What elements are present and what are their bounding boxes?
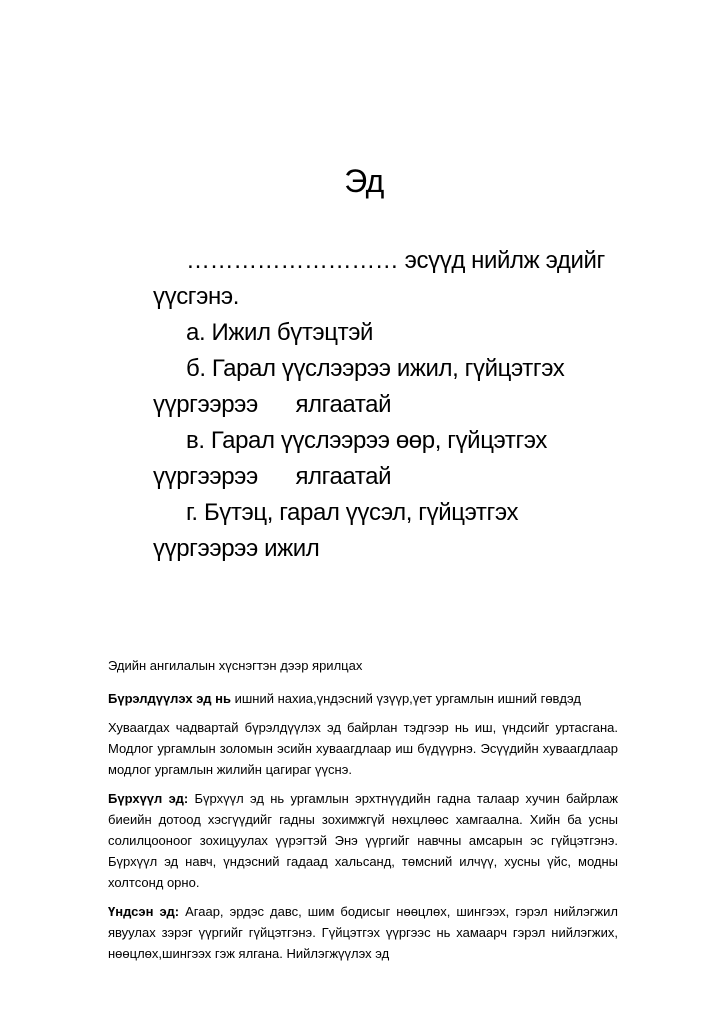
- term-formative-tissue: Бүрэлдүүлэх эд нь: [108, 691, 231, 706]
- paragraph-division: Хуваагдах чадвартай бүрэлдүүлэх эд байрлан тэдгээр нь иш, үндсийг уртасгана. Модлог ургамлын золомын эсийн хуваагдлаар иш бүдүүрнэ. Эсүүдийн хуваагдлаар модлог ургамлын жилийн цагираг үүснэ.: [108, 720, 618, 777]
- option-b-line-2: үүргээрээ ялгаатай: [153, 391, 392, 418]
- paragraph-ground-tissue: Үндсэн эд: Агаар, эрдэс давс, шим бодисыг нөөцлөх, шингээх, гэрэл нийлэгжил явуулах зэрэг үүргийг гүйцэтгэнэ. Гүйцэтгэх үүргээс нь хамаарч гэрэл нийлэгжих, нөөцлөх,шингээх гэж ялгана. Нийлэгжүүлэх эд: [108, 904, 619, 961]
- option-c-line-1: в. Гарал үүслээрээ өөр, гүйцэтгэх: [186, 427, 547, 454]
- term-ground-tissue: Үндсэн эд:: [108, 904, 180, 919]
- question-line-2: үүсгэнэ.: [153, 283, 239, 310]
- document-body: [108, 655, 618, 972]
- question-line-1: ……………………… эсүүд нийлж эдийг: [186, 247, 605, 274]
- paragraph-formative-tissue: Бүрэлдүүлэх эд нь ишний нахиа,үндэсний үзүүр,үет ургамлын ишний гөвдэд: [108, 691, 581, 706]
- option-a: а. Ижил бүтэцтэй: [186, 319, 374, 346]
- option-d-line-1: г. Бүтэц, гарал үүсэл, гүйцэтгэх: [186, 499, 519, 526]
- option-d-line-2: үүргээрээ ижил: [153, 535, 320, 562]
- term-covering-tissue: Бүрхүүл эд:: [108, 791, 189, 806]
- option-c-line-2: үүргээрээ ялгаатай: [153, 463, 392, 490]
- paragraph-covering-tissue: Бүрхүүл эд: Бүрхүүл эд нь ургамлын эрхтнүүдийн гадна талаар хучин байрлаж биеийн дотоод хэсгүүдийг гадны зохимжгүй нөхцлөөс хамгаална. Хийн ба усны солилцоонoог зохицуулах үүрэгтэй Энэ үүргийг навчны амсарын эс гүйцэтгэнэ. Бүрхүүл эд навч, үндэсний гадаад хальсанд, төмсний илчүү, хусны үйс, модны холтсонд орно.: [108, 791, 618, 890]
- slide-title: Эд: [344, 163, 384, 199]
- intro-paragraph: Эдийн ангилалын хүснэгтэн дээр ярилцах: [108, 658, 363, 673]
- option-b-line-1: б. Гарал үүслээрээ ижил, гүйцэтгэх: [186, 355, 565, 382]
